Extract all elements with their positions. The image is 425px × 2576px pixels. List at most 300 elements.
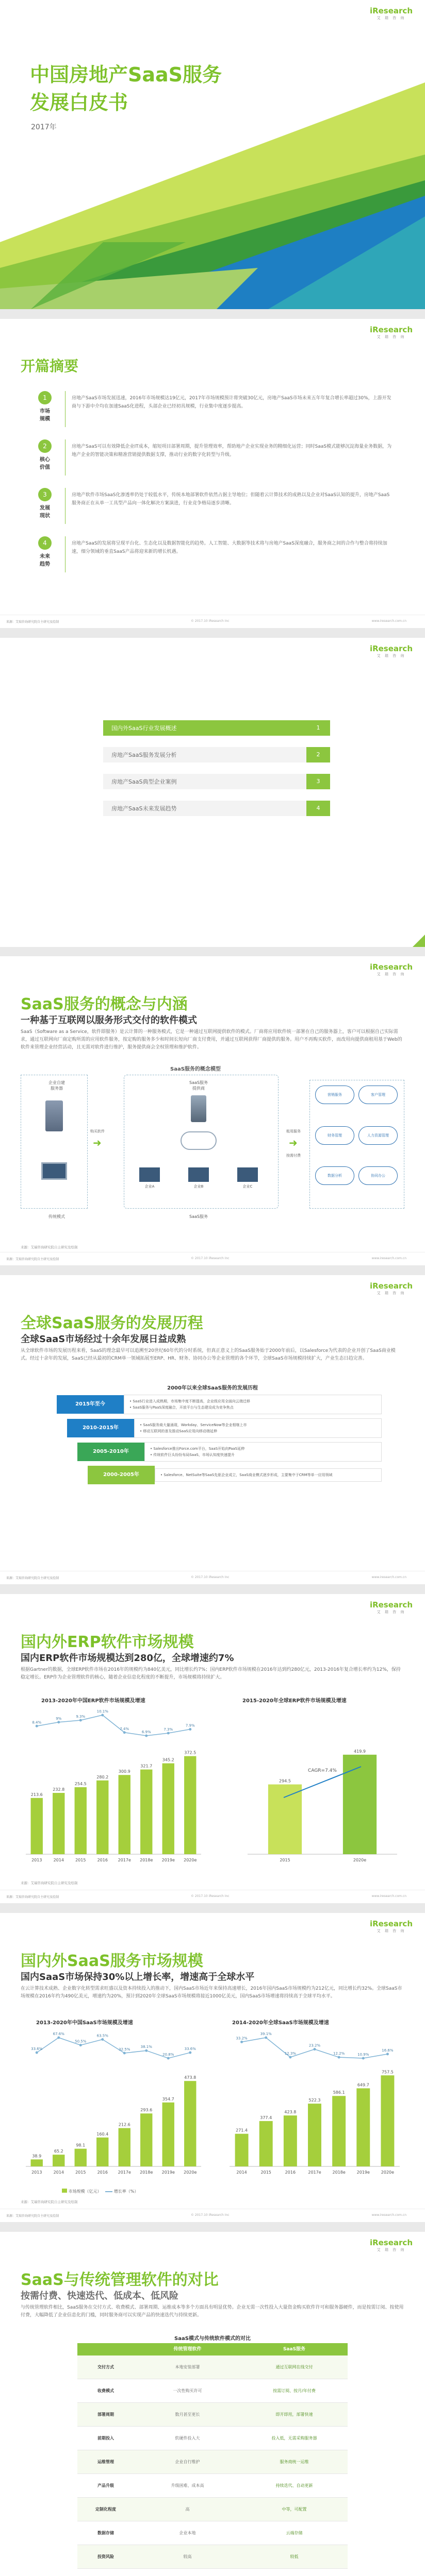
growth-label: 10.9%	[357, 2053, 369, 2057]
footer: 来源：艾瑞咨询研究院自主研究及绘制 © 2017.10 iResearch Inc www.iresearch.com.cn	[0, 2209, 425, 2222]
table-row	[77, 2403, 348, 2427]
bar	[53, 1793, 64, 1854]
table-cell: 数据存储	[97, 2531, 114, 2535]
bar-label: 473.8	[184, 2075, 197, 2080]
table-row	[77, 2450, 348, 2474]
summary-badge	[31, 391, 59, 422]
footer: 来源：艾瑞咨询研究院自主研究及绘制 © 2017.10 iResearch Inc www.iresearch.com.cn	[0, 1890, 425, 1903]
bar	[53, 2155, 64, 2166]
timeline-row	[57, 1466, 382, 1484]
growth-point	[145, 1735, 148, 1737]
toc-label: 房地产SaaS服务发展分析	[111, 752, 177, 758]
ent-c-icon	[237, 1167, 258, 1182]
concept-slide	[0, 956, 425, 1265]
table-cell: 产品升级	[97, 2483, 114, 2488]
growth-point	[79, 1719, 82, 1722]
history-slide	[0, 1275, 425, 1584]
bar	[119, 1775, 130, 1854]
service-item: 人力资源管理	[358, 1126, 398, 1145]
table-row	[77, 2521, 348, 2545]
buy-label: 购买软件	[90, 1129, 105, 1133]
toc-list	[103, 720, 330, 827]
chart-title: 2013-2020年中国ERP软件市场规模及增速	[41, 1698, 145, 1704]
provider-label: SaaS服务 提供商	[189, 1080, 208, 1091]
summary-item	[31, 536, 392, 572]
timeline-period: 2010-2015年	[67, 1419, 134, 1437]
table-cell: 一次性购买许可	[173, 2388, 202, 2393]
bar-label: 522.3	[308, 2098, 321, 2103]
growth-point	[189, 2052, 191, 2054]
growth-point	[189, 1728, 191, 1731]
growth-label: 38.1%	[140, 2045, 152, 2049]
growth-point	[240, 2041, 243, 2043]
bar-label: 212.6	[118, 2122, 130, 2127]
erp-china-chart	[15, 1705, 211, 1875]
table-cell: 持续迭代、自动更新	[275, 2483, 313, 2488]
summary-divider	[65, 439, 66, 476]
footer: 来源：艾瑞咨询研究院自主研究及绘制 © 2017.10 iResearch Inc www.iresearch.com.cn	[0, 1252, 425, 1265]
table-row	[77, 2379, 348, 2403]
summary-label: 趋势	[40, 562, 50, 567]
toc-label: 房地产SaaS未来发展趋势	[111, 805, 177, 812]
table-row	[77, 2545, 348, 2569]
growth-label: 50.5%	[75, 2039, 87, 2044]
chart-legend: 市场规模（亿元） 增长率（%）	[62, 2189, 138, 2194]
x-tick-label: 2016	[97, 1858, 108, 1862]
cloud-label: SaaS服务	[189, 1214, 208, 1219]
table-cell: 投资风险	[97, 2554, 114, 2559]
arrow-icon: ➜	[93, 1137, 102, 1149]
bar-label: 586.1	[333, 2090, 345, 2095]
growth-label: 7.4%	[120, 1726, 129, 1731]
x-tick-label: 2015	[280, 1858, 290, 1862]
timeline-period: 2005-2010年	[77, 1443, 144, 1461]
table-cell: 企业本地	[179, 2531, 196, 2535]
table-cell: 部署周期	[97, 2412, 114, 2417]
growth-label: 63.5%	[96, 2033, 108, 2038]
growth-point	[101, 1714, 104, 1717]
bar	[308, 2104, 321, 2166]
summary-list	[31, 391, 392, 585]
x-tick-label: 2015	[75, 1858, 86, 1862]
chart-title: 2014-2020年全球SaaS市场规模及增速	[232, 2020, 329, 2026]
bar-label: 232.8	[53, 1787, 65, 1792]
growth-point	[386, 2053, 389, 2055]
table-cell: 前期投入	[97, 2436, 114, 2441]
summary-label: 价值	[40, 465, 50, 470]
timeline-text: • Salesforce、NetSuite等SaaS先驱企业成立，SaaS商业模式逐步形成，主要集中于CRM等单一应用领域	[155, 1468, 382, 1482]
bar	[235, 2134, 249, 2166]
cover-year: 2017年	[31, 123, 57, 131]
summary-number: 1	[38, 391, 52, 404]
toc-slide	[0, 638, 425, 947]
summary-text: 房地产软件市场SaaS化渗透率仍处于较低水平，传统本地部署软件依然占据主导地位；但随着云计算技术的成熟以及企业对SaaS认知的提升，房地产SaaS服务商正在从单一工具型产品向一体化解决方案演进，行业竞争格局逐步清晰。	[72, 493, 390, 506]
erp-slide	[0, 1594, 425, 1903]
table-row	[77, 2427, 348, 2450]
bar	[332, 2096, 346, 2166]
bar-label: 300.9	[118, 1769, 130, 1774]
arrow-icon: ➜	[289, 1137, 298, 1149]
ent-b-icon	[188, 1167, 209, 1182]
table-cell: 高	[185, 2507, 190, 2512]
growth-point	[145, 2049, 148, 2052]
timeline-row	[57, 1418, 382, 1438]
x-tick-label: 2017e	[118, 2170, 131, 2175]
summary-number: 2	[38, 439, 52, 453]
table-cell: 较高	[183, 2554, 192, 2559]
page-title: SaaS与传统管理软件的对比	[21, 2271, 219, 2289]
x-tick-label: 2015	[260, 2170, 271, 2175]
cover-slide	[0, 0, 425, 309]
table-cell: 中等，可配置	[282, 2507, 307, 2512]
x-tick-label: 2020e	[381, 2170, 395, 2175]
growth-label: 39.1%	[260, 2032, 272, 2036]
cagr-label: CAGR=7.4%	[308, 1768, 337, 1773]
provider-server-icon	[191, 1095, 206, 1122]
page-subtitle: 按需付费、快速迭代、低成本、低风险	[21, 2291, 178, 2301]
iresearch-logo: iResearch 艾 瑞 咨 询	[369, 1600, 413, 1614]
bar	[31, 2159, 43, 2166]
enterprise-server-label: 企业自建 服务器	[48, 1080, 65, 1091]
toc-item-3[interactable]	[103, 774, 330, 789]
toc-number: 4	[306, 801, 330, 816]
growth-label: 7.3%	[164, 1727, 173, 1732]
erp-global-chart	[237, 1705, 407, 1875]
x-tick-label: 2018e	[332, 2170, 346, 2175]
bar-label: 757.5	[381, 2070, 394, 2075]
growth-label: 7.9%	[185, 1723, 195, 1728]
summary-label: 未来	[40, 554, 50, 560]
concept-diagram	[21, 1064, 404, 1234]
x-tick-label: 2014	[53, 2170, 64, 2175]
growth-label: 23.2%	[308, 2043, 321, 2048]
summary-number: 4	[38, 536, 52, 550]
growth-point	[123, 2052, 126, 2055]
table-cell: 升级困难、成本高	[171, 2483, 204, 2488]
page-title: 开篇摘要	[21, 358, 79, 375]
summary-label: 核心	[40, 457, 50, 463]
service-item: 财务管理	[315, 1126, 354, 1145]
bar-label: 294.5	[279, 1778, 291, 1784]
license-label: 按需付费	[286, 1154, 301, 1158]
summary-badge	[31, 439, 59, 470]
chart-title: 2013-2020年中国SaaS市场规模及增速	[36, 2020, 133, 2026]
traditional-box	[21, 1075, 88, 1209]
summary-divider	[65, 488, 66, 524]
x-tick-label: 2018e	[140, 1858, 153, 1862]
timeline-row	[57, 1442, 382, 1462]
table-cell: 服务商统一运维	[280, 2460, 309, 2464]
summary-label: 市场	[40, 409, 50, 414]
page-subtitle: 全球SaaS市场经过十余年发展日益成熟	[21, 1334, 186, 1345]
bar	[96, 2138, 108, 2166]
table-cell: 收费模式	[97, 2388, 114, 2393]
footer: 来源：艾瑞咨询研究院自主研究及绘制 © 2017.10 iResearch Inc www.iresearch.com.cn	[0, 615, 425, 628]
timeline-text: • SaaS行业进入成熟期，市场集中度不断提高，企业级应用全面向云端迁移 • SaaS服务与PaaS深度融合，开放平台与生态建设成为竞争焦点	[124, 1395, 382, 1414]
growth-label: 16.6%	[382, 2048, 394, 2053]
growth-point	[101, 2038, 104, 2041]
growth-point	[289, 2056, 291, 2059]
table-cell: 交付方式	[97, 2365, 114, 2369]
compare-slide	[0, 2232, 425, 2576]
source-note: 来源：艾瑞咨询研究院自主研究及绘制	[21, 1881, 78, 1885]
summary-slide	[0, 319, 425, 628]
bar	[140, 2113, 152, 2166]
diagram-title: SaaS服务的概念模型	[170, 1066, 221, 1072]
growth-point	[338, 2056, 340, 2059]
growth-point	[123, 1731, 126, 1734]
timeline	[57, 1395, 382, 1488]
page-title: 国内外ERP软件市场规模	[21, 1633, 194, 1651]
summary-label: 发展	[40, 505, 50, 511]
bar	[259, 2121, 273, 2166]
growth-point	[167, 1732, 170, 1735]
x-tick-label: 2016	[97, 2170, 108, 2175]
x-tick-label: 2013	[31, 1858, 42, 1862]
toc-number: 2	[306, 747, 330, 762]
growth-label: 67.6%	[53, 2032, 64, 2036]
server-icon	[45, 1100, 63, 1131]
table-row	[77, 2355, 348, 2379]
summary-number: 3	[38, 488, 52, 501]
service-item: 客户管理	[358, 1086, 398, 1104]
growth-label: 32.5%	[119, 2047, 130, 2052]
summary-label: 现状	[40, 513, 50, 519]
summary-text: 房地产SaaS可以有效降低企业IT成本，缩短项目部署周期，提升管理效率，帮助地产企业实现业务的精细化运营；同时SaaS模式能够沉淀海量业务数据，为地产企业的智能决策和精准营销提供数据支撑，推动行业的数字化转型与升级。	[72, 444, 392, 457]
x-tick-label: 2013	[31, 2170, 42, 2175]
bar	[162, 1764, 174, 1854]
chart-title: 2015-2020年全球ERP软件市场规模及增速	[242, 1698, 347, 1704]
growth-label: 33.2%	[236, 2036, 248, 2041]
page-subtitle: 国内SaaS市场保持30%以上增长率，增速高于全球水平	[21, 1972, 255, 1982]
x-tick-label: 2014	[236, 2170, 247, 2175]
bar-label: 345.2	[162, 1757, 174, 1762]
summary-label: 规模	[40, 416, 50, 422]
bar-label: 423.8	[284, 2110, 297, 2115]
growth-label: 12.2%	[333, 2052, 345, 2056]
bar	[75, 1787, 87, 1854]
rent-label: 租用服务	[286, 1129, 301, 1133]
growth-point	[36, 2052, 38, 2054]
bar-label: 160.4	[96, 2131, 109, 2137]
x-tick-label: 2017e	[308, 2170, 321, 2175]
bar-label: 98.1	[76, 2143, 86, 2148]
bar-label: 254.5	[74, 1781, 87, 1786]
timeline-period: 2000-2005年	[88, 1466, 155, 1484]
growth-label: 8.4%	[32, 1720, 42, 1725]
bar	[119, 2128, 130, 2166]
x-tick-label: 2014	[53, 1858, 64, 1862]
timeline-text: • SaaS服务商大量涌现，Workday、ServiceNow等企业相继上市 • 移动互联网的普及推动SaaS应用向移动端延伸	[134, 1418, 382, 1438]
table-cell: 即开即用，部署快速	[275, 2412, 313, 2417]
page-subtitle: 国内ERP软件市场规模达到280亿，全球增速约7%	[21, 1653, 234, 1664]
x-tick-label: 2015	[75, 2170, 86, 2175]
timeline-row	[57, 1395, 382, 1414]
growth-point	[265, 2037, 267, 2039]
growth-point	[314, 2048, 316, 2050]
growth-point	[362, 2057, 365, 2060]
traditional-label: 传统模式	[48, 1214, 65, 1219]
table-cell: 本地安装部署	[175, 2365, 200, 2369]
bar	[184, 1756, 196, 1854]
summary-badge	[31, 488, 59, 519]
page-title: 全球SaaS服务的发展历程	[21, 1314, 203, 1332]
summary-divider	[65, 536, 66, 572]
summary-item	[31, 391, 392, 427]
page-title: SaaS服务的概念与内涵	[21, 995, 188, 1013]
bar	[343, 1755, 377, 1854]
iresearch-logo: iResearch 艾 瑞 咨 询	[369, 2238, 413, 2252]
saas-market-slide	[0, 1913, 425, 2222]
growth-point	[167, 2057, 170, 2060]
growth-point	[36, 1725, 38, 1727]
service-grid	[309, 1080, 404, 1209]
table-cell: 按需订阅、按月/年付费	[273, 2388, 316, 2393]
bar-label: 38.9	[32, 2154, 42, 2159]
iresearch-logo: iResearch 艾 瑞 咨 询	[369, 644, 413, 658]
iresearch-logo: iResearch 艾 瑞 咨 询	[369, 325, 413, 339]
bar	[268, 1785, 302, 1854]
growth-point	[57, 1721, 60, 1723]
bar-label: 280.2	[96, 1774, 109, 1780]
bar-label: 419.9	[354, 1749, 366, 1754]
toc-number: 3	[306, 774, 330, 789]
intro-paragraph: 根据Gartner的数据，全球ERP软件市场在2016年的规模约为840亿美元，同比增长约7%；国内ERP软件市场规模在2016年达到约280亿元，2013-2016年复合增长率约为12%，保持稳定增长。ERP作为企业管理软件的核心，随着企业信息化程度的不断提升，市场规模将持续扩大。	[21, 1667, 401, 1680]
x-tick-label: 2019e	[161, 1858, 175, 1862]
growth-label: 12.3%	[284, 2052, 296, 2056]
bar	[284, 2115, 297, 2166]
bar	[31, 1798, 43, 1854]
bar	[75, 2149, 87, 2166]
service-item: 协同办公	[358, 1166, 398, 1185]
table-cell: 软硬件投入大	[175, 2436, 200, 2441]
bar-label: 354.7	[162, 2096, 174, 2102]
source-note: 来源：艾瑞咨询研究院自主研究及绘制	[21, 2200, 78, 2204]
table-cell: 运维管理	[97, 2460, 114, 2464]
summary-item	[31, 488, 392, 524]
page-title: 国内外SaaS服务市场规模	[21, 1952, 203, 1970]
growth-label: 33.6%	[184, 2047, 196, 2052]
growth-point	[57, 2037, 60, 2039]
table-cell: 投入低，无需采购服务器	[271, 2436, 317, 2441]
iresearch-logo: iResearch 艾 瑞 咨 询	[369, 962, 413, 976]
saas-global-chart	[219, 2027, 410, 2187]
table-cell: 数月甚至更长	[175, 2412, 200, 2417]
table-header-cell: 传统管理软件	[173, 2347, 202, 2352]
growth-label: 9%	[56, 1716, 62, 1721]
x-tick-label: 2018e	[140, 2170, 153, 2175]
table-cell: 企业自行维护	[175, 2460, 200, 2464]
x-tick-label: 2019e	[356, 2170, 370, 2175]
table-row	[77, 2474, 348, 2498]
x-tick-label: 2019e	[161, 2170, 175, 2175]
table-cell: 通过互联网在线交付	[275, 2365, 313, 2369]
x-tick-label: 2020e	[353, 1858, 367, 1862]
toc-label: 国内外SaaS行业发展概述	[111, 725, 177, 732]
intro-paragraph: 在云计算技术成熟、企业数字化转型需求旺盛以及资本持续投入的推动下，国内SaaS市场近年来保持高速增长，2016年国内SaaS市场规模约为212亿元，同比增长约32%。全球SaaS市场规模在2016年约为490亿美元，增速约为20%，预计到2020年全球SaaS市场规模将接近1000亿美元，国内SaaS市场增速将持续高于全球平均水平。	[21, 1986, 402, 1999]
iresearch-logo: iResearch 艾 瑞 咨 询	[369, 1919, 413, 1933]
bar-label: 377.4	[260, 2115, 272, 2120]
service-item: 营销服务	[315, 1086, 354, 1104]
x-tick-label: 2016	[285, 2170, 296, 2175]
saas-china-chart	[15, 2027, 211, 2187]
toc-item-1[interactable]	[103, 720, 330, 736]
table-row	[77, 2498, 348, 2521]
bar	[381, 2075, 394, 2166]
computer-icon	[41, 1162, 67, 1180]
page-subtitle: 一种基于互联网以服务形式交付的软件模式	[21, 1015, 197, 1026]
summary-text: 房地产SaaS市场发展迅速，2016年市场规模达19亿元，2017年市场规模预计将突破30亿元，房地产SaaS市场未来五年年复合增长率超过30%，上游开发商与下游中介均在加速SaaS化进程，头部企业已经初具规模，行业集中度逐步提高。	[72, 396, 391, 409]
x-tick-label: 2020e	[184, 2170, 197, 2175]
source-note: 来源：艾瑞咨询研究院自主研究及绘制	[21, 1245, 78, 1249]
growth-label: 9.3%	[76, 1715, 86, 1719]
bar	[96, 1781, 108, 1854]
toc-number: 1	[306, 720, 330, 736]
table-header-cell: SaaS服务	[283, 2347, 306, 2352]
table-cell: 云端存储	[286, 2531, 303, 2535]
growth-label: 33.6%	[31, 2047, 43, 2052]
cover-swoosh-graphic	[0, 0, 425, 309]
footer: 来源：艾瑞咨询研究院自主研究及绘制 © 2017.10 iResearch Inc www.iresearch.com.cn	[0, 1571, 425, 1584]
iresearch-logo: iResearch 艾 瑞 咨 询	[369, 1281, 413, 1295]
table-cell: 定制化程度	[95, 2507, 116, 2512]
intro-paragraph: 与传统管理软件相比，SaaS服务在交付方式、收费模式、部署周期、运维成本等多个方面具有明显优势。企业无需一次性投入大量资金购买软件许可和服务器硬件，而是按需订阅、按使用付费，大幅降低了企业信息化的门槛，同时服务商可以实现产品的快速迭代与持续更新。	[21, 2305, 404, 2318]
timeline-title: 2000年以来全球SaaS服务的发展历程	[167, 1385, 258, 1391]
x-tick-label: 2020e	[184, 1858, 197, 1862]
bar-label: 271.4	[236, 2128, 248, 2133]
intro-paragraph: 从全球软件市场的发展历程来看，SaaS的理念最早可以追溯至20世纪60年代的分时系统，但真正意义上的SaaS服务始于2000年前后，以Salesforce为代表的企业开创了SaaS商业模式。经过十余年的发展，SaaS已经从最初的CRM单一领域拓展至ERP、HR、财务、协同办公等企业管理的各个环节，全球SaaS市场规模持续扩大，产业生态日趋完善。	[21, 1348, 396, 1361]
summary-text: 房地产SaaS的发展将呈现平台化、生态化以及数据智能化的趋势。人工智能、大数据等技术将与房地产SaaS深度融合，服务商之间的合作与整合将持续加速，细分领域的垂直SaaS产品将迎来新的增长机遇。	[72, 541, 387, 554]
table-header-cell	[77, 2343, 134, 2355]
table-header	[77, 2343, 348, 2355]
bar-label: 293.6	[140, 2108, 153, 2113]
iresearch-logo: iResearch 艾 瑞 咨 询	[369, 6, 413, 20]
bar-label: 649.7	[357, 2082, 369, 2088]
x-tick-label: 2017e	[118, 1858, 131, 1862]
timeline-text: • Salesforce推出Force.com平台，SaaS开始向PaaS延伸 • 传统软件巨头纷纷布局SaaS，市场认知度快速提升	[144, 1442, 382, 1462]
growth-label: 20.8%	[162, 2053, 174, 2057]
cover-title: 中国房地产SaaS服务 发展白皮书	[30, 63, 222, 114]
bar-label: 213.6	[30, 1792, 43, 1797]
cloud-icon	[181, 1131, 217, 1150]
timeline-period: 2015年至今	[57, 1395, 124, 1414]
growth-label: 6.9%	[141, 1730, 151, 1734]
ent-c-label: 企业C	[242, 1184, 253, 1189]
bar	[140, 1770, 152, 1854]
bar-label: 321.7	[140, 1764, 153, 1769]
summary-badge	[31, 536, 59, 567]
summary-divider	[65, 391, 66, 427]
toc-item-2[interactable]	[103, 747, 330, 762]
summary-item	[31, 439, 392, 476]
bar-label: 65.2	[54, 2149, 63, 2154]
bar	[356, 2088, 370, 2166]
toc-item-4[interactable]	[103, 801, 330, 816]
intro-paragraph: SaaS（Software as a Service，软件即服务）是云计算的一种服务模式，它是一种通过互联网提供软件的模式。厂商将应用软件统一部署在自己的服务器上，客户可以根据自己实际需求，通过互联网向厂商定购所需的应用软件服务，按定购的服务多少和时间长短向厂商支付费用，并通过互联网获得厂商提供的服务。用户不再购买软件，而改用向提供商租用基于Web的软件来管理企业经营活动，且无需对软件进行维护，服务提供商会全权管理和维护软件。	[21, 1029, 402, 1050]
compare-table	[77, 2343, 348, 2569]
growth-label: 10.1%	[96, 1709, 108, 1714]
growth-point	[79, 2044, 82, 2046]
bar-label: 372.5	[184, 1750, 197, 1755]
service-item: 数据分析	[315, 1166, 354, 1185]
table-title: SaaS模式与传统软件模式的对比	[174, 2336, 251, 2342]
bar	[184, 2081, 196, 2166]
page-corner	[413, 935, 425, 947]
ent-a-icon	[139, 1167, 160, 1182]
bar	[162, 2103, 174, 2166]
ent-a-label: 企业A	[144, 1184, 155, 1189]
toc-label: 房地产SaaS典型企业案例	[111, 778, 177, 785]
